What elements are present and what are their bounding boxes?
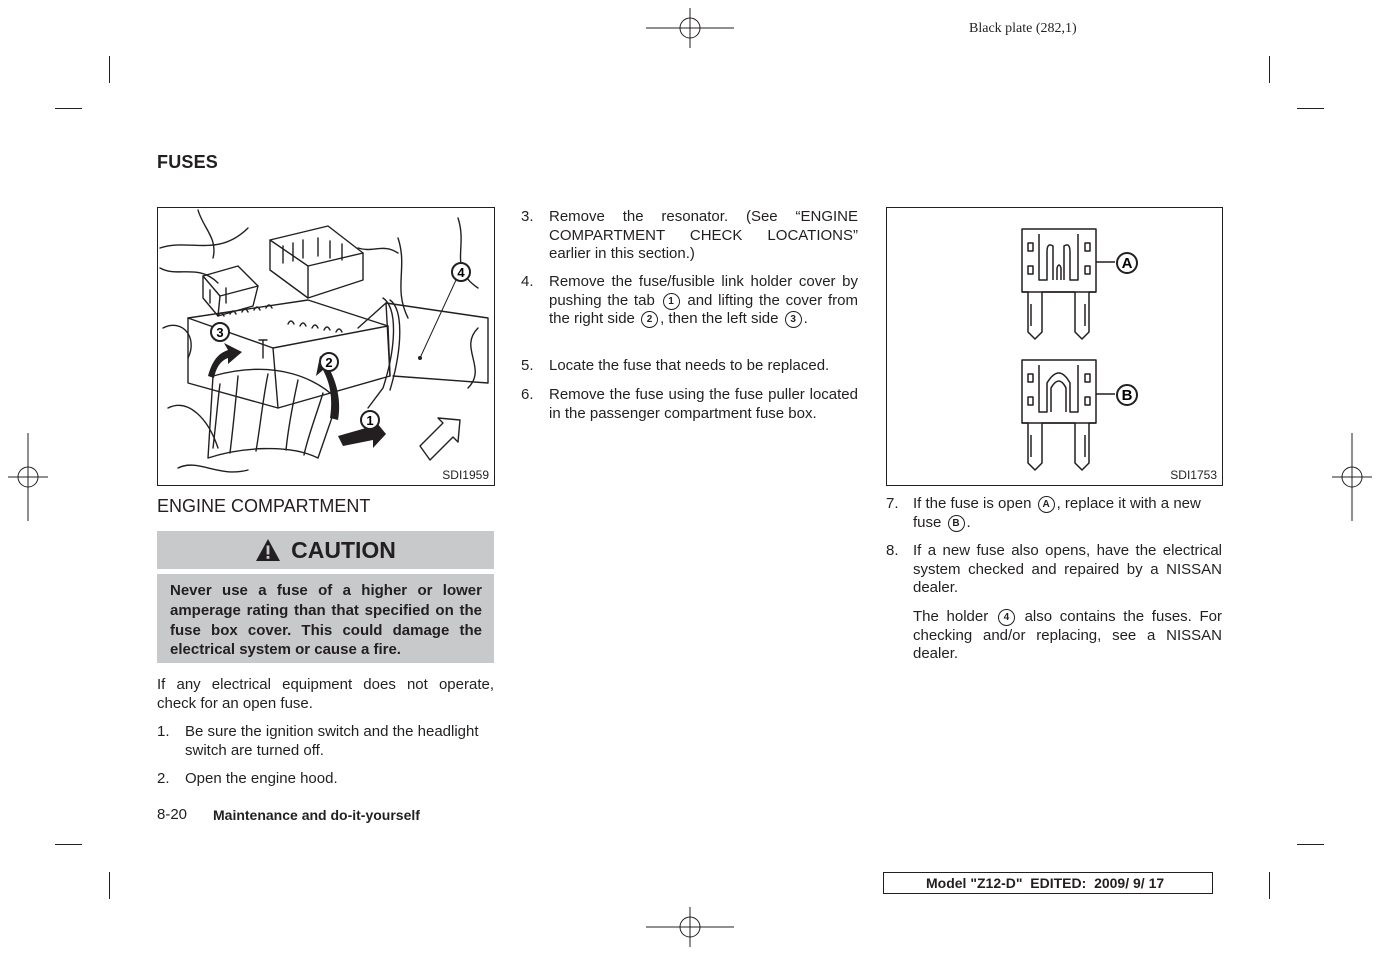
callout-ref-2: 2 (641, 311, 658, 328)
figure-code: SDI1753 (1170, 468, 1217, 482)
registration-mark-top (646, 8, 734, 48)
caution-header (157, 531, 494, 569)
step-text-part: , replace it with a new fuse (913, 495, 1201, 531)
figure-engine-compartment (157, 207, 495, 486)
list-item (521, 208, 858, 266)
warning-triangle-icon (255, 538, 281, 562)
note-text-part: The holder (913, 608, 989, 625)
step-text-part: . (966, 513, 971, 531)
step-text (549, 273, 858, 329)
callout-1-label: 1 (366, 413, 374, 428)
caution-text: Never use a fuse of a higher or lower amperage rating than that specified on the fuse box cover. This could damage the electrical system or cause a fire. (157, 574, 494, 663)
registration-mark-bottom (646, 907, 734, 947)
step-number: 5. (521, 357, 534, 374)
step-text: Open the engine hood. (185, 770, 338, 787)
list-item (886, 542, 1222, 600)
step-number: 4. (521, 273, 534, 290)
list-item (521, 357, 858, 377)
crop-mark (1297, 844, 1324, 845)
page-number: 8-20 (157, 806, 188, 823)
step-text: Remove the resonator. (See “ENGINE COMPARTMENT CHECK LOCATIONS” earlier in this section.) (549, 208, 858, 262)
plate-label: Black plate (282,1) (969, 21, 1077, 36)
holder-note (913, 608, 1222, 664)
crop-mark (1269, 872, 1270, 899)
callout-3-label: 3 (216, 325, 224, 340)
step-text-part: If the fuse is open (913, 495, 1032, 512)
model-label: Model (926, 875, 967, 891)
crop-mark (109, 872, 110, 899)
callout-ref-b: B (948, 515, 965, 532)
step-number: 3. (521, 208, 534, 225)
step-text: If a new fuse also opens, have the electrical system checked and repaired by a NISSAN dealer. (913, 542, 1222, 596)
step-text: Locate the fuse that needs to be replaced. (549, 357, 830, 374)
crop-mark (1297, 108, 1324, 109)
edited-value: 2009/ 9/ 17 (1094, 875, 1165, 891)
step-number: 6. (521, 386, 534, 403)
step-text-part: and lifting the cover from the right side (549, 291, 859, 327)
figure-code: SDI1959 (442, 468, 489, 482)
footer-chapter-title: Maintenance and do-it-yourself (213, 807, 420, 823)
model-edit-box (883, 872, 1213, 894)
note-text-part: also contains the fuses. For checking and/or replacing, see a NISSAN dealer. (913, 608, 1222, 662)
step-number: 8. (886, 542, 899, 559)
list-item (521, 386, 858, 444)
intro-paragraph: If any electrical equipment does not operate, check for an open fuse. (157, 676, 494, 712)
callout-a-label: A (1121, 255, 1133, 272)
registration-mark-right (1332, 433, 1372, 521)
step-number: 2. (157, 770, 170, 787)
callout-4-label: 4 (457, 265, 465, 280)
model-value: "Z12-D" (970, 875, 1023, 891)
list-item (157, 770, 494, 790)
caution-label: CAUTION (291, 536, 396, 563)
crop-mark (55, 108, 82, 109)
list-item (521, 273, 858, 349)
crop-mark (55, 844, 82, 845)
subheading: ENGINE COMPARTMENT (157, 496, 371, 516)
fuse-illustration (887, 208, 1222, 485)
callout-ref-1: 1 (663, 293, 680, 310)
crop-mark (1269, 56, 1270, 83)
step-number: 7. (886, 495, 899, 512)
callout-ref-a: A (1038, 496, 1055, 513)
callout-ref-3: 3 (785, 311, 802, 328)
step-text-part: . (803, 310, 808, 327)
callout-b-label: B (1121, 387, 1133, 404)
registration-mark-left (8, 433, 48, 521)
step-text: Be sure the ignition switch and the headlight switch are turned off. (185, 723, 479, 759)
figure-fuse-types (886, 207, 1223, 486)
edited-label: EDITED: (1030, 875, 1087, 891)
callout-2-label: 2 (325, 355, 333, 370)
crop-mark (109, 56, 110, 83)
engine-compartment-illustration (158, 208, 494, 485)
list-item (157, 723, 494, 763)
step-text (913, 495, 1222, 532)
step-text-part: Remove the fuse/fusible link holder cover by pushing the tab (549, 273, 858, 309)
step-number: 1. (157, 723, 170, 740)
step-text-part: , then the left side (660, 310, 779, 327)
list-item (886, 495, 1222, 535)
step-text: Remove the fuse using the fuse puller located in the passenger compartment fuse box. (549, 386, 858, 422)
section-title: FUSES (157, 152, 219, 172)
callout-ref-4: 4 (998, 609, 1015, 626)
